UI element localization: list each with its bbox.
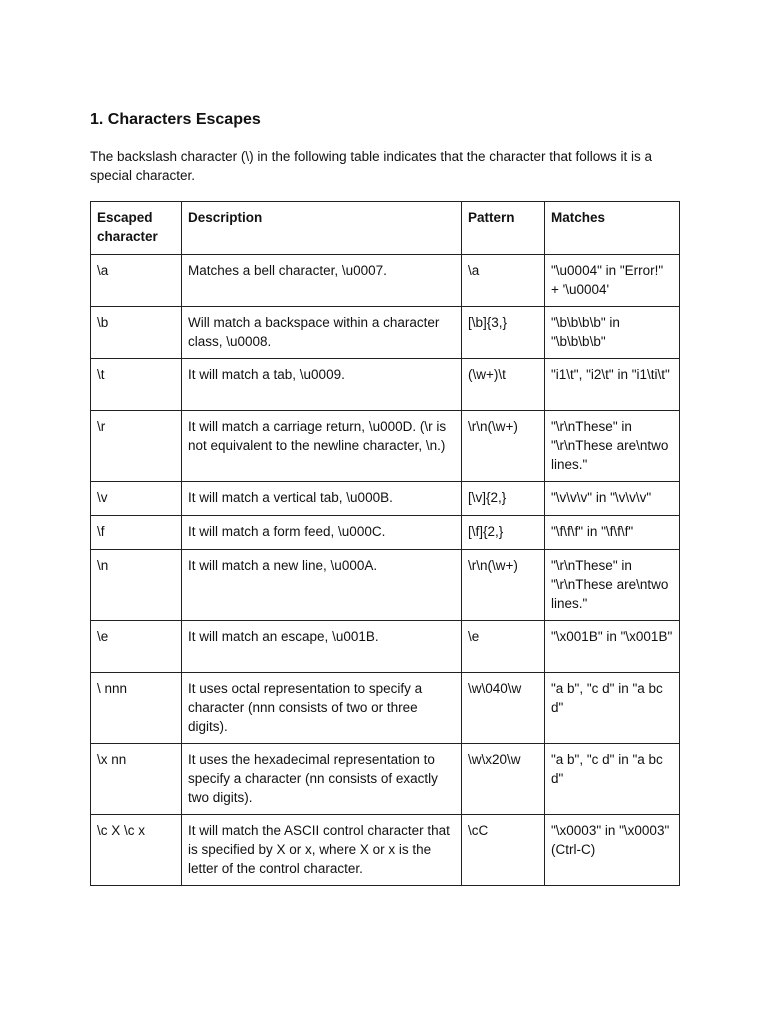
cell-pattern: \w\040\w <box>462 673 545 744</box>
cell-escaped: \a <box>91 255 182 307</box>
cell-pattern: \cC <box>462 815 545 886</box>
cell-description: It uses the hexadecimal representation to specify a character (nn consists of exactly two digits). <box>182 744 462 815</box>
cell-pattern: \w\x20\w <box>462 744 545 815</box>
cell-matches: "\u0004" in "Error!" + '\u0004' <box>545 255 680 307</box>
cell-description: It will match a carriage return, \u000D. (\r is not equivalent to the newline character, \n.) <box>182 411 462 482</box>
table-row <box>91 673 680 744</box>
table-row <box>91 621 680 673</box>
cell-escaped: \x nn <box>91 744 182 815</box>
table-header-row <box>91 202 680 255</box>
cell-description: Matches a bell character, \u0007. <box>182 255 462 307</box>
cell-escaped: \e <box>91 621 182 673</box>
header-escaped-character: Escaped character <box>91 202 182 255</box>
cell-matches: "a b", "c d" in "a bc d" <box>545 673 680 744</box>
cell-description: It will match a vertical tab, \u000B. <box>182 482 462 516</box>
cell-escaped: \t <box>91 359 182 411</box>
table-row <box>91 255 680 307</box>
cell-matches: "i1\t", "i2\t" in "i1\ti\t" <box>545 359 680 411</box>
cell-matches: "\r\nThese" in "\r\nThese are\ntwo lines." <box>545 550 680 621</box>
cell-matches: "\b\b\b\b" in "\b\b\b\b" <box>545 307 680 359</box>
cell-description: It will match the ASCII control character that is specified by X or x, where X or x is the letter of the control character. <box>182 815 462 886</box>
cell-description: It will match an escape, \u001B. <box>182 621 462 673</box>
cell-escaped: \r <box>91 411 182 482</box>
cell-pattern: (\w+)\t <box>462 359 545 411</box>
cell-pattern: \r\n(\w+) <box>462 411 545 482</box>
header-description: Description <box>182 202 462 255</box>
cell-description: It uses octal representation to specify a character (nnn consists of two or three digits). <box>182 673 462 744</box>
cell-matches: "\x0003" in "\x0003" (Ctrl-C) <box>545 815 680 886</box>
table-row <box>91 307 680 359</box>
cell-pattern: \r\n(\w+) <box>462 550 545 621</box>
cell-description: It will match a new line, \u000A. <box>182 550 462 621</box>
cell-matches: "\r\nThese" in "\r\nThese are\ntwo lines." <box>545 411 680 482</box>
intro-paragraph: The backslash character (\) in the following table indicates that the character that follows it is a special character. <box>90 149 653 183</box>
table-row <box>91 815 680 886</box>
cell-matches: "\x001B" in "\x001B" <box>545 621 680 673</box>
table-row <box>91 516 680 550</box>
cell-description: Will match a backspace within a character class, \u0008. <box>182 307 462 359</box>
cell-escaped: \b <box>91 307 182 359</box>
cell-matches: "\f\f\f" in "\f\f\f" <box>545 516 680 550</box>
cell-pattern: [\b]{3,} <box>462 307 545 359</box>
cell-pattern: [\f]{2,} <box>462 516 545 550</box>
cell-escaped: \n <box>91 550 182 621</box>
cell-pattern: \e <box>462 621 545 673</box>
cell-matches: "a b", "c d" in "a bc d" <box>545 744 680 815</box>
cell-matches: "\v\v\v" in "\v\v\v" <box>545 482 680 516</box>
cell-pattern: [\v]{2,} <box>462 482 545 516</box>
header-pattern: Pattern <box>462 202 545 255</box>
table-row <box>91 744 680 815</box>
cell-description: It will match a form feed, \u000C. <box>182 516 462 550</box>
character-escapes-table <box>90 201 680 886</box>
header-matches: Matches <box>545 202 680 255</box>
cell-escaped: \f <box>91 516 182 550</box>
section-heading: 1. Characters Escapes <box>90 111 261 128</box>
table-row <box>91 482 680 516</box>
cell-pattern: \a <box>462 255 545 307</box>
cell-escaped: \ nnn <box>91 673 182 744</box>
table-row <box>91 359 680 411</box>
table-row <box>91 411 680 482</box>
table-row <box>91 550 680 621</box>
cell-escaped: \v <box>91 482 182 516</box>
cell-description: It will match a tab, \u0009. <box>182 359 462 411</box>
cell-escaped: \c X \c x <box>91 815 182 886</box>
